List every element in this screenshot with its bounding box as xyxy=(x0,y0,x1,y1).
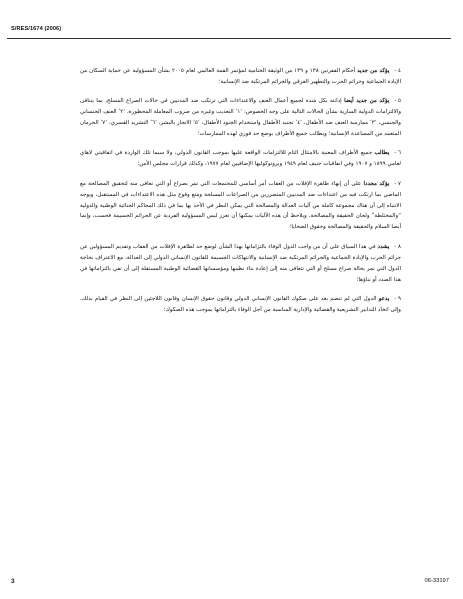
paragraph-5 xyxy=(80,96,401,140)
paragraph-keyword: يطالب xyxy=(374,150,390,157)
paragraph-number: ٧ - xyxy=(394,180,401,187)
paragraph-number: ٦ - xyxy=(394,150,402,157)
header-divider xyxy=(7,38,451,39)
paragraph-number: ٨ - xyxy=(394,243,401,250)
paragraph-text: في هذا السياق على أن من واجب الدول الوفاء بالتزاماتها بهذا الشأن لوضع حد لظاهرة الإفلات من العقاب وتقديم المسؤولين عن جرائم الحرب والإبادة الجماعية والجرائم المرتكبة ضد الإنسانية والانتهاكات الجسيمة للقانون الإنساني الدولي إلى العدالة، مع الاعتراف بحاجة الدول التي تمر بحالة صراع مسلح أو التي تتعافى منه إلى إعادة بناء نظمها ومؤسساتها القضائية الوطنية المستقلة إلى أن تفي بالتزاماتها في هذا الصدد أو بناؤها؛ xyxy=(80,243,401,283)
paragraph-keyword: يشدد xyxy=(377,243,390,250)
paragraph-keyword: يؤكد من جديد xyxy=(357,68,390,74)
paragraph-keyword: يؤكد مجددا xyxy=(363,180,390,187)
document-symbol: S/RES/1674 (2006) xyxy=(11,26,62,32)
paragraph-6 xyxy=(80,148,401,170)
paragraph-number: ٥ - xyxy=(394,98,401,105)
paragraph-number: ٤ - xyxy=(394,68,402,74)
document-body xyxy=(80,66,401,324)
page-number: 3 xyxy=(11,578,15,585)
paragraph-9 xyxy=(80,294,401,316)
paragraph-7 xyxy=(80,179,401,234)
paragraph-text: على أن إنهاء ظاهرة الإفلات من العقاب أمر أساسي للمجتمعات التي تمر بصراع أو التي تعافى منه لتحقيق المصالحة مع الماضي بما ارتكب فيه من اعتداءات ضد المدنيين المتضررين من الصراعات المسلحة ومنع وقوع مثل هذه الاعتداءات في المستقبل، ويوجه الانتباه إلى أن هناك مجموعة كاملة من آليات العدالة والمصالحة التي يمكن النظر في الأخذ بها بما في ذلك المحاكم الجنائية الوطنية والدولية ”والمختلطة“ ولجان الحقيقة والمصالحة، ويلاحظ أن هذه الآليات يمكنها أن تعزز ليس المسؤولية الفردية عن الجرائم الجسيمة فحسب، وإنما أيضا السلام والحقيقة والمصالحة وحقوق الضحايا؛ xyxy=(80,180,401,231)
paragraph-text: إدانته بكل شدة لجميع أعمال العنف والاعتداءات التي ترتكب ضد المدنيين في حالات الصراع المسلح، بما يتنافى والالتزامات الدولية السارية بشأن الحالات التالية على وجه الخصوص: ’١‘ التعذيب وغيره من ضروب المعاملة المحظورة، ’٢‘ العنف الجنساني والجنسي، ’٣‘ ممارسة العنف ضد الأطفال، ’٤‘ تجنيد الأطفال واستخدام الجنود الأطفال، ’٥‘ الاتجار بالبشر، ’٦‘ التشريد القسري، ’٧‘ الحرمان المتعمد من المساعدة الإنسانية؛ ويطالب جميع الأطراف بوضع حد فوري لهذه الممارسات؛ xyxy=(80,98,401,138)
paragraph-8 xyxy=(80,242,401,286)
paragraph-text: الدول التي لم تنضم بعد على صكوك القانون الإنساني الدولي وقانون حقوق الإنسان وقانون اللاجئين إلى النظر في القيام بذلك، وإلى اتخاذ التدابير التشريعية والقضائية والإدارية المناسبة من أجل الوفاء بالتزاماتها بموجب هذه الصكوك؛ xyxy=(80,295,401,313)
paragraph-number: ٩ - xyxy=(394,295,402,302)
paragraph-keyword: يدعو xyxy=(378,295,390,302)
paragraph-keyword: يؤكد من جديد أيضا xyxy=(344,98,390,105)
paragraph-text: جميع الأطراف المعنية بالامتثال التام للالتزامات الواقعة عليها بموجب القانون الدولي، ولا سيما تلك الواردة في اتفاقيتي لاهاي لعامي ١٨٩٩ و ١٩٠٧ وفي اتفاقيات جنيف لعام ١٩٤٩ وبروتوكوليها الإضافيين لعام ١٩٧٧، وكذلك قرارات مجلس الأمن؛ xyxy=(80,150,401,168)
paragraph-text: أحكام الفقرتين ١٣٨ و ١٣٩ من الوثيقة الختامية لمؤتمر القمة العالمي لعام ٢٠٠٥ بشأن المسؤولية عن حماية السكان من الإبادة الجماعية وجرائم الحرب والتطهير العرقي والجرائم المرتكبة ضد الإنسانية؛ xyxy=(80,68,401,85)
paragraph-4 xyxy=(80,66,401,88)
document-code: 06-33197 xyxy=(424,578,449,584)
